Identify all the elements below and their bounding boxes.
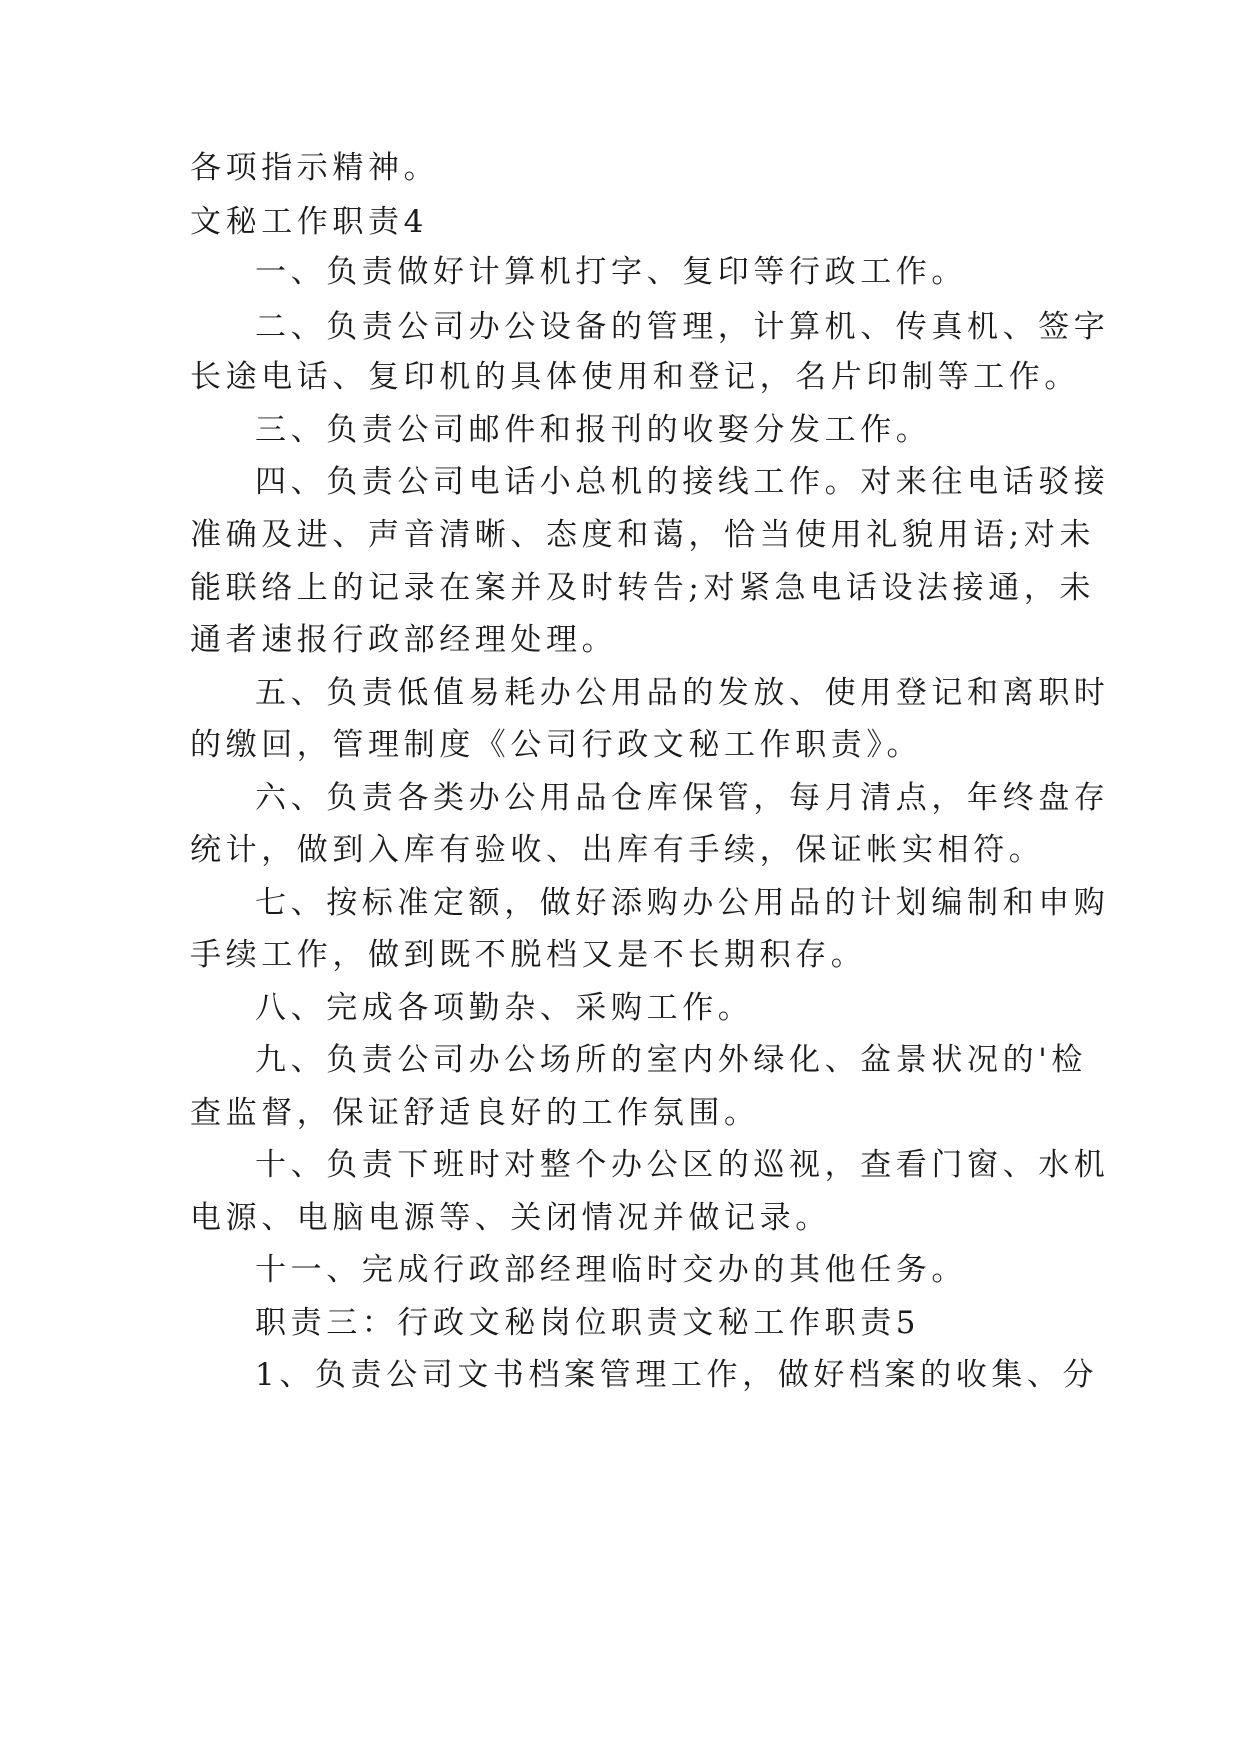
text-line: 六、负责各类办公用品仓库保管，每月清点，年终盘存 bbox=[255, 780, 1110, 816]
text-line: 电源、电脑电源等、关闭情况并做记录。 bbox=[190, 1200, 831, 1236]
text-line: 的缴回，管理制度《公司行政文秘工作职责》。 bbox=[190, 727, 923, 763]
text-line: 长途电话、复印机的具体使用和登记，名片印制等工作。 bbox=[190, 359, 1080, 395]
text-line: 一、负责做好计算机打字、复印等行政工作。 bbox=[255, 254, 967, 290]
text-line: 五、负责低值易耗办公用品的发放、使用登记和离职时 bbox=[255, 675, 1110, 711]
text-line: 通者速报行政部经理处理。 bbox=[190, 622, 618, 658]
section-heading: 职责三：行政文秘岗位职责文秘工作职责5 bbox=[255, 1305, 921, 1341]
text-line: 九、负责公司办公场所的室内外绿化、盆景状况的'检 bbox=[255, 1042, 1087, 1078]
text-line: 手续工作，做到既不脱档又是不长期积存。 bbox=[190, 937, 867, 973]
text-line: 三、负责公司邮件和报刊的收娶分发工作。 bbox=[255, 412, 932, 448]
text-line: 能联络上的记录在案并及时转告;对紧急电话设法接通，未 bbox=[190, 570, 1096, 606]
text-line: 十一、完成行政部经理临时交办的其他任务。 bbox=[255, 1252, 967, 1288]
text-line: 查监督，保证舒适良好的工作氛围。 bbox=[190, 1095, 760, 1131]
section-heading: 文秘工作职责4 bbox=[190, 204, 428, 240]
text-line: 八、完成各项勤杂、采购工作。 bbox=[255, 990, 754, 1026]
text-line: 准确及进、声音清晰、态度和蔼，恰当使用礼貌用语;对未 bbox=[190, 517, 1096, 553]
text-line: 十、负责下班时对整个办公区的巡视，查看门窗、水机 bbox=[255, 1147, 1110, 1183]
text-line: 统计，做到入库有验收、出库有手续，保证帐实相符。 bbox=[190, 832, 1045, 868]
text-line: 二、负责公司办公设备的管理，计算机、传真机、签字 bbox=[255, 309, 1110, 345]
text-line: 各项指示精神。 bbox=[190, 150, 440, 186]
text-line: 七、按标准定额，做好添购办公用品的计划编制和申购 bbox=[255, 885, 1110, 921]
text-line: 四、负责公司电话小总机的接线工作。对来往电话驳接 bbox=[255, 464, 1110, 500]
text-line: 1、负责公司文书档案管理工作，做好档案的收集、分 bbox=[255, 1357, 1099, 1393]
